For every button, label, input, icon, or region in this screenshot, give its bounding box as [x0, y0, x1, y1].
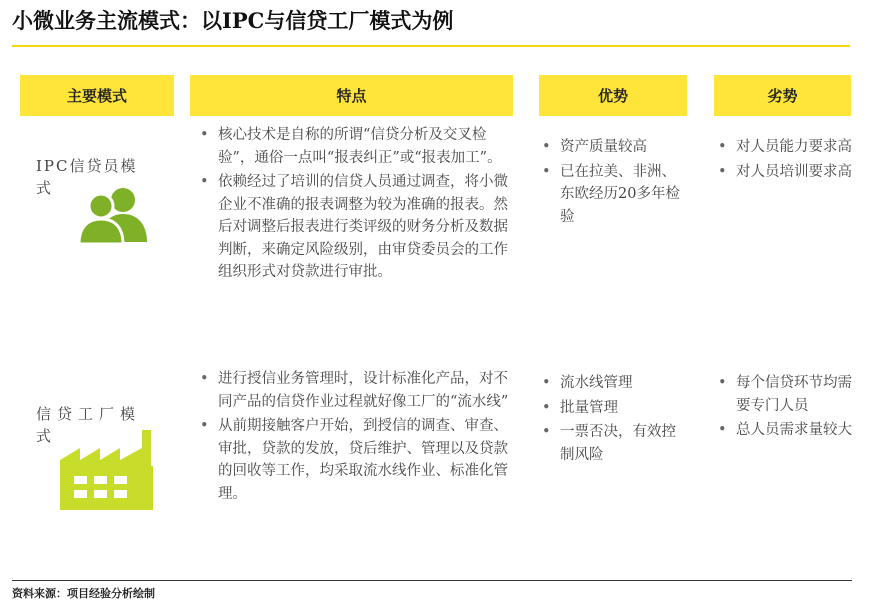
header-model: 主要模式 — [20, 75, 174, 116]
advantage-list-factory — [540, 372, 686, 468]
header-feature: 特点 — [190, 75, 513, 116]
footer-divider — [12, 580, 852, 581]
list-item: • 总人员需求量较大 — [716, 419, 852, 442]
list-item: • 一票否决，有效控制风险 — [540, 421, 686, 466]
disadvantage-list-ipc — [716, 136, 852, 185]
list-item: • 流水线管理 — [540, 372, 686, 395]
feature-list-factory — [198, 368, 518, 507]
list-item: • 对人员培训要求高 — [716, 161, 852, 184]
factory-icon — [60, 430, 156, 510]
model-name-ipc: IPC信贷员模式 — [36, 157, 138, 197]
page-title: 小微业务主流模式：以IPC与信贷工厂模式为例 — [12, 8, 454, 33]
list-item: • 从前期接触客户开始，到授信的调查、审查、审批，贷款的发放，贷后维护、管理以及贷款的回收等工作，均采取流水线作业、标准化管理。 — [198, 415, 518, 505]
advantage-list-ipc — [540, 136, 686, 230]
people-icon — [77, 186, 149, 244]
list-item: • 批量管理 — [540, 397, 686, 420]
list-item: • 依赖经过了培训的信贷人员通过调查，将小微企业不准确的报表调整为较为准确的报表。然后对调整后报表进行类评级的财务分析及数据判断，来确定风险级别，由审贷委员会的工作组织形式对贷款进行审批。 — [198, 171, 518, 284]
list-item: • 进行授信业务管理时，设计标准化产品，对不同产品的信贷作业过程就好像工厂的“流水线” — [198, 368, 518, 413]
list-item: • 对人员能力要求高 — [716, 136, 852, 159]
list-item: • 每个信贷环节均需要专门人员 — [716, 372, 852, 417]
list-item: • 资产质量较高 — [540, 136, 686, 159]
model-name-factory: 信贷工厂模式 — [36, 405, 142, 445]
source-note: 资料来源：项目经验分析绘制 — [12, 587, 155, 600]
header-disadvantage: 劣势 — [714, 75, 851, 116]
list-item: • 已在拉美、非洲、东欧经历20多年检验 — [540, 161, 686, 229]
title-divider — [12, 45, 850, 47]
disadvantage-list-factory — [716, 372, 852, 444]
header-advantage: 优势 — [539, 75, 687, 116]
feature-list-ipc — [198, 124, 518, 286]
list-item: • 核心技术是自称的所谓“信贷分析及交叉检验”，通俗一点叫“报表纠正”或“报表加工”。 — [198, 124, 518, 169]
